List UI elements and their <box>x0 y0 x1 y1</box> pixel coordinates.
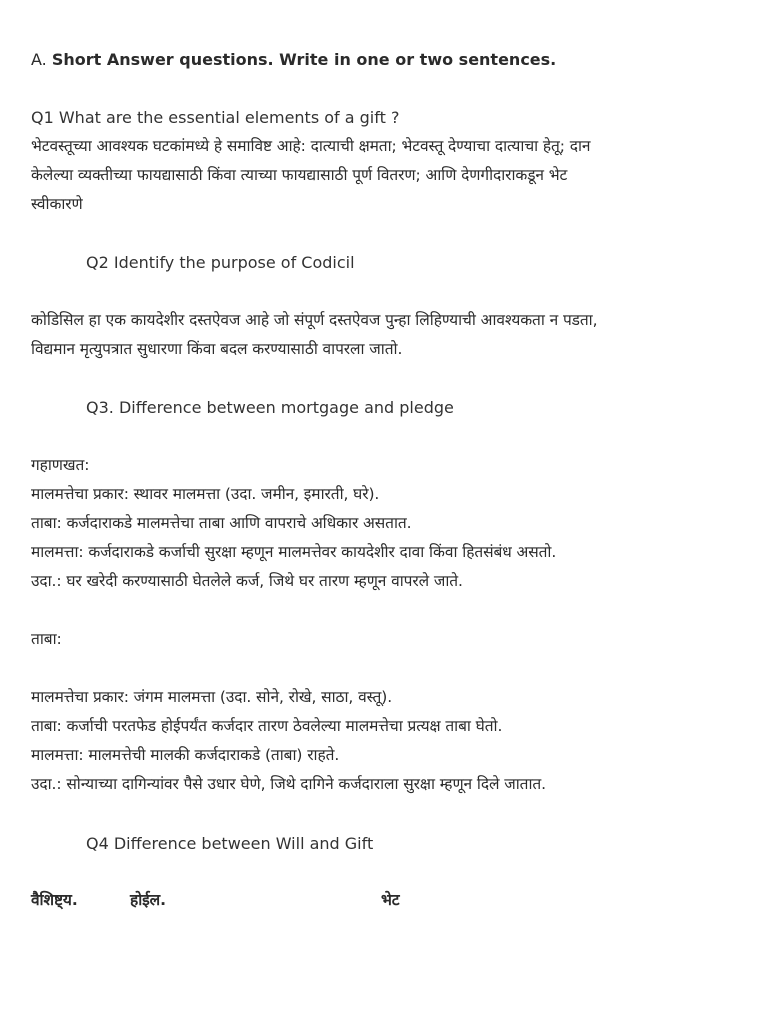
section-title: Short Answer questions. Write in one or two sentences. <box>51 50 557 69</box>
q2-answer-line-1: कोडिसिल हा एक कायदेशीर दस्तऐवज आहे जो संपूर्ण दस्तऐवज पुन्हा लिहिण्याची आवश्यकता न पडता, <box>31 311 598 329</box>
q1-answer-line-2: केलेल्या व्यक्तीच्या फायद्यासाठी किंवा त्याच्या फायद्यासाठी पूर्ण वितरण; आणि देणगीदाराकडून भेट <box>31 166 568 184</box>
table-header-will: होईल. <box>130 891 166 909</box>
mortgage-heading: गहाणखत: <box>31 456 90 474</box>
table-header-gift: भेट <box>381 891 400 909</box>
pledge-line-1: मालमत्तेचा प्रकार: जंगम मालमत्ता (उदा. सोने, रोखे, साठा, वस्तू). <box>31 688 393 706</box>
q1-question: Q1 What are the essential elements of a gift ? <box>31 108 400 127</box>
mortgage-line-4: उदा.: घर खरेदी करण्यासाठी घेतलेले कर्ज, जिथे घर तारण म्हणून वापरले जाते. <box>31 572 463 590</box>
table-header-feature: वैशिष्ट्य. <box>31 891 78 909</box>
q2-answer-line-2: विद्यमान मृत्युपत्रात सुधारणा किंवा बदल करण्यासाठी वापरला जातो. <box>31 340 403 358</box>
q1-answer-line-1: भेटवस्तूच्या आवश्यक घटकांमध्ये हे समाविष्ट आहे: दात्याची क्षमता; भेटवस्तू देण्याचा दात्याचा हेतू; दान <box>31 137 591 155</box>
q4-table-header-row <box>31 886 728 915</box>
mortgage-line-3: मालमत्ता: कर्जदाराकडे कर्जाची सुरक्षा म्हणून मालमत्तेवर कायदेशीर दावा किंवा हितसंबंध असतो. <box>31 543 557 561</box>
mortgage-line-1: मालमत्तेचा प्रकार: स्थावर मालमत्ता (उदा. जमीन, इमारती, घरे). <box>31 485 380 503</box>
q4-question: Q4 Difference between Will and Gift <box>86 834 374 853</box>
mortgage-line-2: ताबा: कर्जदाराकडे मालमत्तेचा ताबा आणि वापराचे अधिकार असतात. <box>31 514 412 532</box>
section-heading <box>31 45 728 74</box>
q3-question: Q3. Difference between mortgage and pledge <box>86 398 454 417</box>
pledge-heading: ताबा: <box>31 630 62 648</box>
q1-answer-line-3: स्वीकारणे <box>31 195 83 213</box>
pledge-line-3: मालमत्ता: मालमत्तेची मालकी कर्जदाराकडे (ताबा) राहते. <box>31 746 340 764</box>
section-prefix: A. <box>31 50 47 69</box>
q2-question: Q2 Identify the purpose of Codicil <box>86 253 355 272</box>
pledge-line-2: ताबा: कर्जाची परतफेड होईपर्यंत कर्जदार तारण ठेवलेल्या मालमत्तेचा प्रत्यक्ष ताबा घेतो. <box>31 717 503 735</box>
pledge-line-4: उदा.: सोन्याच्या दागिन्यांवर पैसे उधार घेणे, जिथे दागिने कर्जदाराला सुरक्षा म्हणून दिले जातात. <box>31 775 546 793</box>
